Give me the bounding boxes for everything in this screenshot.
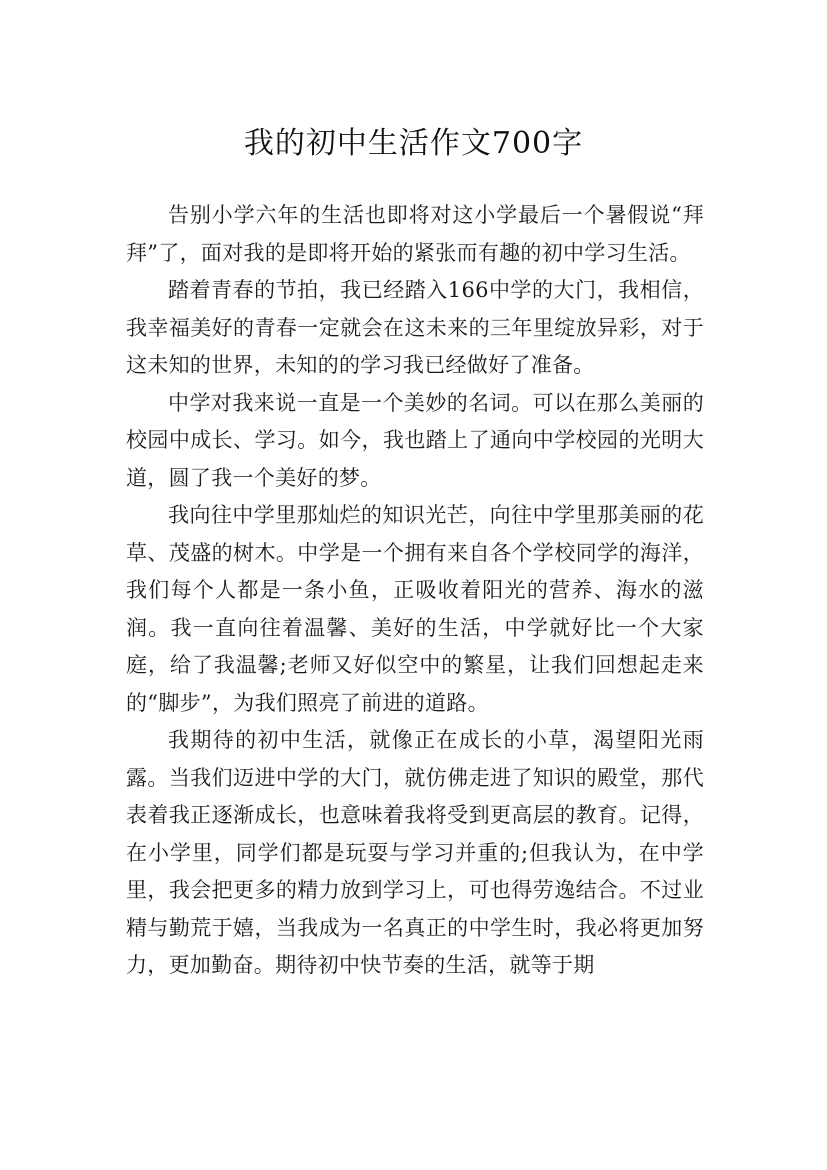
document-body — [126, 197, 704, 985]
paragraph-4: 我向往中学里那灿烂的知识光芒，向往中学里那美丽的花草、茂盛的树木。中学是一个拥有来自各个学校同学的海洋，我们每个人都是一条小鱼，正吸收着阳光的营养、海水的滋润。我一直向往着温馨、美好的生活，中学就好比一个大家庭，给了我温馨;老师又好似空中的繁星，让我们回想起走来的“脚步”，为我们照亮了前进的道路。 — [126, 503, 704, 715]
paragraph-5: 我期待的初中生活，就像正在成长的小草，渴望阳光雨露。当我们迈进中学的大门，就仿佛走进了知识的殿堂，那代表着我正逐渐成长，也意味着我将受到更高层的教育。记得，在小学里，同学们都是玩耍与学习并重的;但我认为，在中学里，我会把更多的精力放到学习上，可也得劳逸结合。不过业精与勤荒于嬉，当我成为一名真正的中学生时，我必将更加努力，更加勤奋。期待初中快节奏的生活，就等于期 — [126, 728, 704, 977]
paragraph-1: 告别小学六年的生活也即将对这小学最后一个暑假说“拜拜”了，面对我的是即将开始的紧张而有趣的初中学习生活。 — [126, 203, 704, 265]
paragraph-2: 踏着青春的节拍，我已经踏入166中学的大门，我相信，我幸福美好的青春一定就会在这未来的三年里绽放异彩，对于这未知的世界，未知的的学习我已经做好了准备。 — [126, 278, 704, 377]
paragraph-3: 中学对我来说一直是一个美妙的名词。可以在那么美丽的校园中成长、学习。如今，我也踏上了通向中学校园的光明大道，圆了我一个美好的梦。 — [126, 390, 704, 490]
document-title: 我的初中生活作文700字 — [243, 126, 584, 162]
